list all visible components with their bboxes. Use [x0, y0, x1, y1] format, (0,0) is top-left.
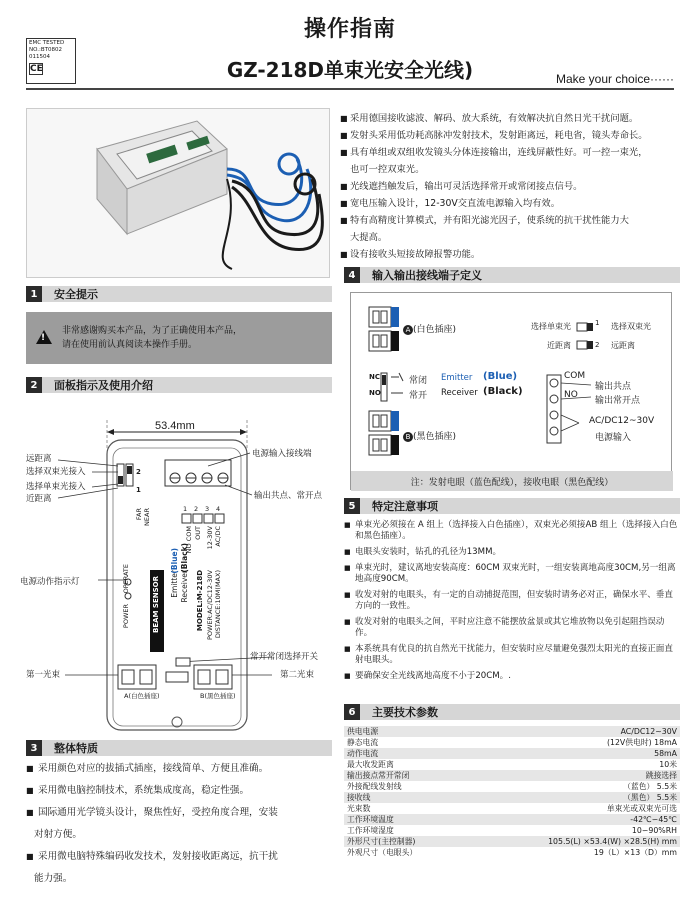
product-title: GZ-218D单束光安全光线) [226, 58, 474, 82]
wiring-no2: NO [564, 390, 578, 400]
label-dual-beam: 选择双束光接入 [26, 467, 86, 477]
conn-a-letter: A [124, 692, 129, 700]
section-header-safety [26, 286, 332, 302]
label-output: 输出共点、常开点 [254, 491, 323, 501]
spec-key: 工作环境湿度 [347, 825, 394, 835]
overall-item: ■ 采用颜色对应的拔插式插座，接线简单、方便且准确。 [26, 758, 336, 780]
feature-item: ■ 光线遮挡触发后，输出可灵活选择常开或常闭接点信号。 [340, 178, 685, 195]
spec-row [344, 814, 680, 825]
spec-row [344, 748, 680, 759]
ce-mark: CE [30, 64, 43, 74]
spec-key: 光束数 [347, 803, 371, 813]
beam-sensor-label: BEAM SENSOR [152, 576, 160, 634]
spec-value: 单束光或双束光可选 [606, 803, 677, 813]
spec-value: 19（L）×13（D）mm [593, 847, 677, 857]
spec-value: 10∽90%RH [631, 825, 677, 835]
terminal-out: OUT [194, 526, 202, 540]
wiring-sel-dual: 选择双束光 [611, 322, 651, 331]
board-conn-a [124, 691, 160, 700]
spec-value: (12V供电时) 18mA [606, 737, 677, 747]
label-beam1: 第一光束 [26, 670, 61, 680]
panel-diagram [0, 400, 340, 740]
page-title: 操作指南 [303, 17, 396, 42]
label-single-beam: 选择单束光接入 [26, 482, 86, 492]
conn-b-text: (黑色插座) [204, 692, 236, 700]
feature-item: ■ 采用德国接收滤波、解码、放大系统，有效解决抗自然日光干扰问题。 [340, 110, 685, 127]
board-far: FAR [135, 508, 143, 521]
wiring-no-text: 常开 [409, 391, 428, 401]
label-nc-no-switch: 常开常闭选择开关 [250, 652, 319, 662]
attention-item: ■ 电眼头安装时，钻孔的孔径为13MM。 [344, 547, 680, 558]
terminal-2: 2 [194, 505, 199, 513]
section-title: 特定注意事项 [372, 500, 438, 513]
spec-key: 最大收发距离 [347, 759, 394, 769]
terminal-acdc: AC/DC [214, 526, 222, 547]
emc-line2: NO.:BT0802 [29, 47, 62, 53]
attention-item: ■ 单束光必须接在 A 组上（选择接入白色插座），双束光必须接AB 组上（选择接入白色和黑色插座）。 [344, 520, 680, 542]
spec-key: 接收线 [344, 792, 465, 803]
terminal-4: 4 [216, 505, 221, 513]
product-photo-illustration [27, 109, 331, 279]
warning-exclamation-icon: ! [41, 333, 46, 343]
section-number: 4 [344, 267, 360, 283]
wiring-near: 近距离 [547, 341, 571, 350]
wiring-power: AC/DC12~30V [589, 416, 655, 426]
board-near: NEAR [143, 508, 151, 526]
product-photo [26, 108, 330, 278]
spec-row [344, 781, 680, 792]
board-blue: (Blue) [170, 548, 179, 574]
spec-row [344, 770, 680, 781]
wiring-sel-single: 选择单束光 [531, 322, 571, 331]
spec-key: 动作电流 [344, 748, 465, 759]
spec-value: （黑色） 5.5米 [465, 792, 680, 803]
board-black: (Black) [180, 543, 189, 573]
spec-row [344, 737, 680, 748]
wiring-conn-a [403, 322, 456, 335]
section-title: 主要技术参数 [372, 706, 438, 719]
wiring-conn-b [403, 429, 456, 442]
section-title: 安全提示 [54, 288, 98, 301]
spec-value: 58mA [465, 748, 680, 759]
board-one: 1 [136, 486, 141, 494]
section-number: 2 [26, 377, 42, 393]
spec-key: 外接配线发射线 [347, 781, 402, 791]
emc-line3: 011504 [29, 54, 50, 60]
attention-item: ■ 本系统具有优良的抗自然光干扰能力，但安装时应尽量避免强烈太阳光的直接正面直射电眼头。 [344, 644, 680, 666]
terminal-volt: 12-30V [206, 526, 214, 550]
board-receiver: Receiver [180, 570, 189, 603]
spec-key: 工作环境温度 [344, 814, 465, 825]
width-dimension: 53.4mm [155, 420, 195, 432]
wiring-nc-text: 常闭 [409, 376, 428, 386]
spec-key: 输出接点常开常闭 [344, 770, 465, 781]
section-header-wiring [344, 267, 680, 283]
spec-key: 外形尺寸(主控制器) [344, 836, 465, 847]
spec-row [344, 726, 680, 737]
board-conn-b [200, 691, 236, 700]
board-two: 2 [136, 468, 141, 476]
spec-value: 105.5(L) ×53.4(W) ×28.5(H) mm [465, 836, 680, 847]
section-header-attention [344, 498, 680, 514]
safety-line: 请在使用前认真阅读本操作手册。 [62, 340, 198, 350]
overall-features-list [26, 758, 336, 890]
wiring-emitter: Emitter [441, 373, 473, 383]
section-number: 6 [344, 704, 360, 720]
terminal-1: 1 [183, 505, 188, 513]
label-far: 远距离 [26, 454, 52, 464]
board-emitter: Emitter [170, 570, 179, 598]
safety-line: 非常感谢购买本产品，为了正确使用本产品， [62, 326, 243, 336]
attention-list [344, 520, 680, 687]
title-divider [26, 88, 674, 90]
wiring-receiver: Receiver [441, 388, 478, 398]
spec-key: 外观尺寸（电眼头） [347, 847, 418, 857]
feature-list [340, 110, 685, 263]
wiring-com: COM [564, 371, 586, 381]
feature-item: ■ 具有单组或双组收发镜头分体连接输出，连线屏蔽性好。可一控一束光， [340, 144, 685, 161]
feature-item: ■ 发射头采用低功耗高脉冲发射技术，发射距离远，耗电省，镜头寿命长。 [340, 127, 685, 144]
overall-item: ■ 国际通用光学镜头设计，聚焦性好，受控角度合理，安装 [26, 802, 336, 824]
spec-value: 10米 [659, 759, 677, 769]
board-power: POWER:AC/DC12-30V [206, 570, 214, 641]
feature-item: ■ 特有高精度计算模式，并有阳光滤光因子，使系统的抗干扰性能力大 [340, 212, 685, 229]
feature-item: ■ 宽电压输入设计，12-30V交直流电源输入均有效。 [340, 195, 685, 212]
wiring-out-no: 输出常开点 [595, 396, 641, 406]
wiring-receiver-color: (Black) [483, 386, 523, 397]
overall-item: ■ 采用微电脑特殊编码收发技术，发射接收距离远，抗干扰 [26, 846, 336, 868]
section-title: 输入输出接线端子定义 [372, 269, 482, 282]
feature-item-continued: 大提高。 [350, 232, 388, 243]
section-number: 1 [26, 286, 42, 302]
spec-row [344, 847, 680, 858]
board-power-led: POWER [122, 604, 130, 629]
emc-line1: EMC TESTED [29, 40, 65, 46]
attention-item: ■ 收发对射的电眼头，有一定的自动捕捉范围，但安装时请务必对正，确保水平、垂直方向的一致性。 [344, 590, 680, 612]
spec-value: 跳接选择 [465, 770, 680, 781]
spec-row [344, 836, 680, 847]
wiring-far: 远距离 [611, 341, 635, 350]
label-beam2: 第二光束 [280, 670, 315, 680]
safety-notice [26, 312, 332, 364]
attention-item: ■ 收发对射的电眼头之间，平时应注意不能摆放盆景或其它堆放物以免引起阻挡误动作。 [344, 617, 680, 639]
section-header-panel [26, 377, 332, 393]
section-number: 5 [344, 498, 360, 514]
wiring-num2: 2 [595, 341, 600, 349]
spec-value: -42℃∽45℃ [465, 814, 680, 825]
overall-item-continued: 能力强。 [34, 873, 73, 884]
spec-value: AC/DC12~30V [465, 726, 680, 737]
spec-row [344, 803, 680, 814]
conn-a-text: (白色插座) [413, 325, 457, 335]
attention-item: ■ 单束光时，建议离地安装高度：60CM 双束光时，一组安装离地高度30CM,另一组离地高度90CM。 [344, 563, 680, 585]
wiring-out-common: 输出共点 [595, 382, 632, 392]
conn-a-circle-icon: A [403, 325, 413, 335]
section-header-overall [26, 740, 332, 756]
spec-row [344, 759, 680, 770]
wiring-num1: 1 [595, 319, 600, 327]
feature-item-continued: 也可一控双束光。 [350, 164, 425, 175]
wiring-power-text: 电源输入 [595, 433, 632, 443]
board-model: MODEL:M-218D [196, 570, 204, 632]
label-power-input: 电源输入接线端 [252, 449, 312, 459]
section-number: 3 [26, 740, 42, 756]
terminal-no-com: NO COM [185, 526, 193, 554]
slogan: Make your choice······ [556, 72, 675, 86]
overall-item-continued: 对射方便。 [34, 829, 82, 840]
conn-b-letter: B [200, 692, 205, 700]
overall-item: ■ 采用微电脑控制技术，系统集成度高，稳定性强。 [26, 780, 336, 802]
conn-a-text: (白色插座) [128, 692, 160, 700]
spec-key: 静态电流 [347, 737, 379, 747]
spec-row [344, 825, 680, 836]
wiring-nc: NC [369, 373, 380, 381]
spec-table [344, 726, 680, 858]
board-operate: OPERATE [122, 564, 130, 594]
wiring-note: 注：发射电眼（蓝色配线），接收电眼（黑色配线） [410, 478, 614, 488]
section-title: 面板指示及使用介绍 [54, 379, 153, 392]
attention-item: ■ 要确保安全光线离地高度不小于20CM。. [344, 671, 680, 682]
section-header-specs [344, 704, 680, 720]
section-title: 整体特质 [54, 742, 98, 755]
wiring-no: NO [369, 389, 381, 397]
conn-b-circle-icon: B [403, 432, 413, 442]
label-indicator: 电源动作指示灯 [20, 577, 80, 587]
label-near: 近距离 [26, 494, 52, 504]
spec-value: （蓝色） 5.5米 [623, 781, 677, 791]
spec-key: 供电电源 [344, 726, 465, 737]
wiring-diagram [350, 292, 672, 490]
spec-row [344, 792, 680, 803]
wiring-emitter-color: (Blue) [483, 371, 518, 382]
conn-b-text: (黑色插座) [413, 432, 457, 442]
board-distance: DISTANCE:10M(MAX) [214, 570, 222, 639]
feature-item: ■ 设有接收头短接故障报警功能。 [340, 246, 685, 263]
terminal-3: 3 [205, 505, 210, 513]
